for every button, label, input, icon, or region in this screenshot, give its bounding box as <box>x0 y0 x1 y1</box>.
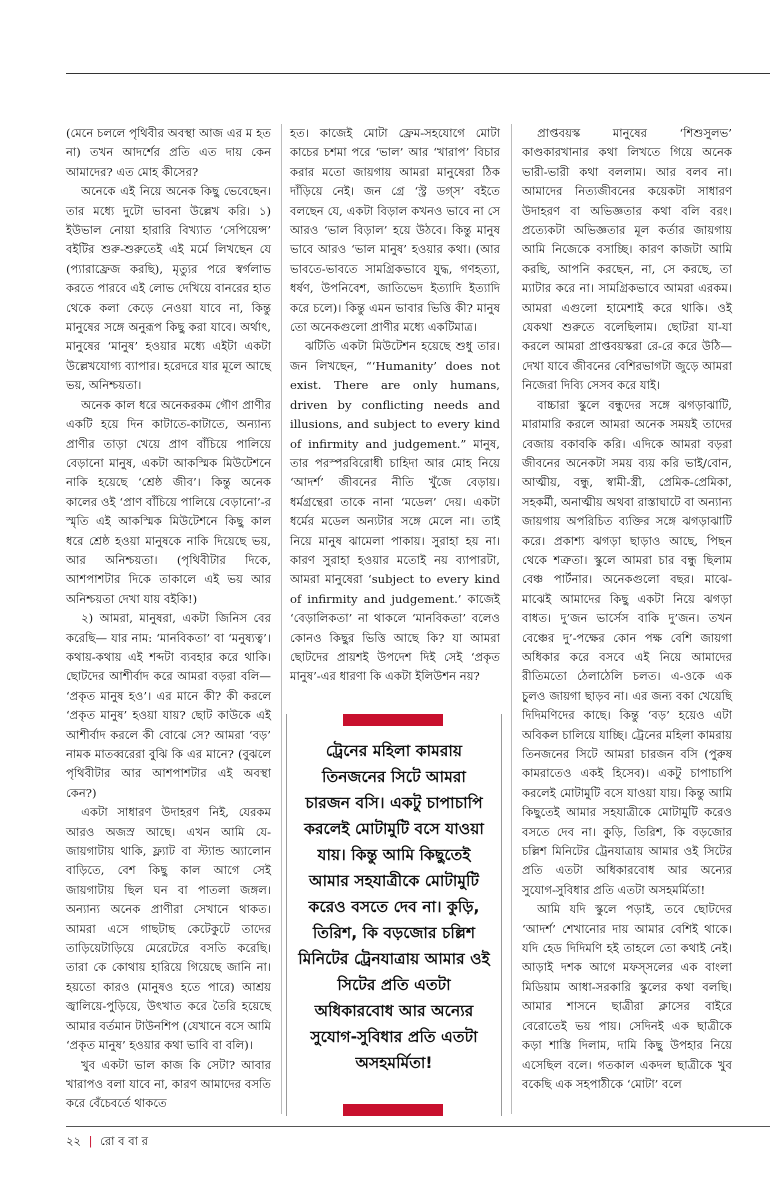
paragraph: খুব একটা ভাল কাজ কি সেটা? আবার খারাপও বলা যাবে না, কারণ আমাদের বসতি করে বেঁচেবর্তে থাকতে <box>66 1057 271 1111</box>
paragraph: ২) আমরা, মানুষরা, একটা জিনিস বের করেছি— যার নাম: ‘মানবিকতা’ বা ‘মনুষ্যত্ব’। কথায়-কথায় এই শব্দটা ব্যবহার করে থাকি। ছোটদের আশীর্বাদ করে আমরা বড়রা বলি— ‘প্রকৃত মানুষ হও’। এর মানে কী? কী করলে ‘প্রকৃত মানুষ’ হওয়া যায়? ছোট কাউকে এই আশীর্বাদ করলে কী বোঝে সে? আমরা ‘বড়’ নামক মাতব্বরেরা বুঝি কি এর মানে? (বুঝলে পৃথিবীটার আর আশপাশটার এই অবস্থা কেন?) <box>66 611 271 800</box>
paragraph: প্রাপ্তবয়স্ক মানুষের ‘শিশুসুলভ’ কাণ্ডকারখানার কথা লিখতে গিয়ে অনেক ভারী-ভারী কথা বললাম। আর বলব না। আমাদের নিত্যজীবনের কয়েকটা সাধারণ উদাহরণ বা অভিজ্ঞতার কথা বলি বরং। প্রত্যেকটা অভিজ্ঞতার মূল কর্তার জায়গায় আমি নিজেকে বসাচ্ছি। কারণ কাজটা আমি করছি, আপনি করছেন, না, সে করছে, তা ম্যাটার করে না। সামগ্রিকভাবে আমরা এরকম। আমরা এগুলো হামেশাই করে থাকি। ওই যেকথা শুরুতে বলেছিলাম। ছোটরা যা-যা করলে আমরা প্রাপ্তবয়স্করা রে-রে করে উঠি— দেখা যাবে জীবনের বেশিরভাগটা জুড়ে আমরা নিজেরা দিব্যি সেসব করে যাই। <box>522 126 732 393</box>
footer-separator: | <box>88 1134 93 1148</box>
paragraph: অনেক কাল ধরে অনেকরকম গৌণ প্রাণীর একটি হয়ে দিন কাটাতে-কাটাতে, অন্যান্য প্রাণীর তাড়া খেয়ে প্রাণ বাঁচিয়ে পালিয়ে বেড়ানো মানুষ, একটা আকস্মিক মিউটেশনে নাকি হয়েছে ‘শ্রেষ্ঠ জীব’। কিন্তু অনেক কালের ওই ‘প্রাণ বাঁচিয়ে পালিয়ে বেড়ানো’-র স্মৃতি এই আকস্মিক মিউটেশনে কিছু কাল ধরে শ্রেষ্ঠ হওয়া মানুষকে নাকি দিয়েছে ভয়, আর অনিশ্চয়তা। (পৃথিবীটার দিকে, আশপাশটার দিকে তাকালে এই ভয় আর অনিশ্চয়তা দেখা যায় বইকি!) <box>66 397 271 606</box>
paragraph: (মেনে চললে পৃথিবীর অবস্থা আজ এর ম হত না) তখন আদর্শের প্রতি এত দায় কেন আমাদের? এত মোহ কীসের? <box>66 126 271 179</box>
bottom-rule <box>66 1126 770 1127</box>
paragraph: হত। কাজেই মোটা ফ্রেম-সহযোগে মোটা কাচের চশমা পরে ‘ভাল’ আর ‘খারাপ’ বিচার করার মতো জায়গায় আমরা মানুষেরা ঠিক দাঁড়িয়ে নেই। জন গ্রে ‘স্ট্র ডগ্স’ বইতে বলছেন যে, একটা বিড়াল কখনও ভাবে না সে আরও ‘ভাল বিড়াল’ হয়ে উঠবে। কিন্তু মানুষ ভাবে আরও ‘ভাল মানুষ’ হওয়ার কথা। (আর ভাবতে-ভাবতে সামগ্রিকভাবে যুদ্ধ, গণহত্যা, ধর্ষণ, উপনিবেশ, জাতিভেদ ইত্যাদি ইত্যাদি করে চলে)। কিন্তু এমন ভাবার ভিত্তি কী? মানুষ তো অনেকগুলো প্রাণীর মধ্যে একটিমাত্র। <box>290 126 500 335</box>
paragraph: আমি যদি স্কুলে পড়াই, তবে ছোটদের ‘আদর্শ’ শেখানোর দায় আমার বেশিই থাকে। যদি হেড দিদিমণি হই তাহলে তো কথাই নেই। আড়াই দশক আগে মফস্সলের এক বাংলা মিডিয়াম আধা-সরকারি স্কুলের কথা বলছি। আমার শাসনে ছাত্রীরা ক্লাসের বাইরে বেরোতেই ভয় পায়। সেদিনই এক ছাত্রীকে কড়া শাস্তি দিলাম, দামি কিছু উপহার নিয়ে এসেছিল বলে। গতকাল একদল ছাত্রীকে খুব বকেছি এক সহপাঠীকে ‘মোটা’ বলে <box>522 902 732 1091</box>
pull-quote-bar-bottom <box>343 1104 443 1116</box>
article-column-2 <box>290 124 500 687</box>
magazine-name: রো ব বা র <box>100 1134 148 1148</box>
pull-quote: ট্রেনের মহিলা কামরায় তিনজনের সিটে আমরা চারজন বসি। একটু চাপাচাপি করলেই মোটামুটি বসে যাওয়া যায়। কিন্তু আমি কিছুতেই আমার সহযাত্রীকে মোটামুটি করেও বসতে দেব না। কুড়ি, তিরিশ, কি বড়জোর চল্লিশ মিনিটের ট্রেনযাত্রায় আমার ওই সিটের প্রতি এতটা অধিকারবোধ আর অন্যের সুযোগ-সুবিধার প্রতি এতটা অসহমর্মিতা! <box>298 742 490 1072</box>
pull-quote-box <box>286 714 502 1116</box>
column-divider <box>281 124 282 1114</box>
article-column-3 <box>522 124 732 1094</box>
pull-quote-bar-top <box>343 714 443 726</box>
column-divider <box>511 124 512 1114</box>
paragraph: একটা সাধারণ উদাহরণ নিই, যেরকম আরও অজস্র আছে। এখন আমি যে-জায়গাটায় থাকি, ফ্ল্যাট বা স্ট্যান্ড অ্যালোন বাড়িতে, বেশ কিছু কাল আগে সেই জায়গাটায় ছিল ঘন বা পাতলা জঙ্গল। অন্যান্য অনেক প্রাণীরা সেখানে থাকত। আমরা এসে গাছটাছ কেটেকুটে তাদের তাড়িয়েটাড়িয়ে মেরেটেরে বসতি করেছি। তারা কে কোথায় হারিয়ে গিয়েছে জানি না। হয়তো কারও (মানুষও হতে পারে) আশ্রয় জ্বালিয়ে-পুড়িয়ে, উৎখাত করে তৈরি হয়েছে আমার বর্তমান টাউনশিপ (যেখানে বসে আমি ‘প্রকৃত মানুষ’ হওয়ার কথা ভাবি বা বলি)। <box>66 805 271 1053</box>
paragraph: ঝটিতি একটা মিউটেশন হয়েছে শুধু তার। জন লিখছেন, “‘Humanity’ does not exist. There are only humans, driven by conflicting needs and illusions, and subject to every kind of infirmity and judgement.” মানুষ, তার পরস্পরবিরোধী চাহিদা আর মোহ নিয়ে ‘আদর্শ’ জীবনের নীতি খুঁজে বেড়ায়। ধর্মগ্রন্থেরা তাকে নানা ‘মডেল’ দেয়। একটা ধর্মের মডেল অন্যটার সঙ্গে মেলে না। তাই নিয়ে মানুষ ঝামেলা পাকায়। সুরাহা হয় না। কারণ সুরাহা হওয়ার মতোই নয় ব্যাপারটা, আমরা মানুষেরা ‘subject to every kind of infirmity and judgement.’ কাজেই ‘বেড়ালিকতা’ না থাকলে ‘মানবিকতা’ বলেও কোনও কিছুর ভিত্তি আছে কি? যা আমরা ছোটদের প্রায়শই উপদেশ দিই সেই ‘প্রকৃত মানুষ’-এর ধারণা কি একটা ইলিউশন নয়? <box>290 339 500 684</box>
article-column-1 <box>66 124 271 1114</box>
page-number: ২২ <box>66 1134 81 1148</box>
paragraph: অনেকে এই নিয়ে অনেক কিছু ভেবেছেন। তার মধ্যে দুটো ভাবনা উল্লেখ করি। ১) ইউভাল নোয়া হারারি বিখ্যাত ‘সেপিয়েন্স’ বইটির শুরু-শুরুতেই এই মর্মে লিখছেন যে (প্যারাফ্রেজ করছি), মৃত্যুর পরে স্বর্গলাভ করতে পারবে এই লোভ দেখিয়ে বানরের হাত থেকে কলা কেড়ে নেওয়া যাবে না, কিন্তু মানুষের সঙ্গে অনুরূপ কিছু করা যাবে। অর্থাৎ, মানুষের ‘মানুষ’ হওয়ার মধ্যে এইটা একটা উল্লেখযোগ্য ব্যাপার। হরেদরে যার মূলে আছে ভয়, অনিশ্চয়তা। <box>66 184 271 393</box>
paragraph: বাচ্চারা স্কুলে বন্ধুদের সঙ্গে ঝগড়াঝাটি, মারামারি করলে আমরা অনেক সময়ই তাদের বেজায় বকাবকি করি। এদিকে আমরা বড়রা জীবনের অনেকটা সময় ব্যয় করি ভাই/বোন, আত্মীয়, বন্ধু, স্বামী-স্ত্রী, প্রেমিক-প্রেমিকা, সহকর্মী, অনাত্মীয় অথবা রাস্তাঘাটে বা অন্যান্য জায়গায় অপরিচিত ব্যক্তির সঙ্গে ঝগড়াঝাটি করে। প্রকাশ্য ঝগড়া ছাড়াও আছে, পিছন থেকে শত্রুতা। স্কুলে আমরা চার বন্ধু ছিলাম বেঞ্চ পার্টনার। অনেকগুলো বছর। মাঝে-মাঝেই আমাদের কিছু একটা নিয়ে ঝগড়া বাধত। দু’জন ভার্সেস বাকি দু’জন। তখন বেঞ্চের দু’-পক্ষের কোন পক্ষ বেশি জায়গা অধিকার করে বসবে এই নিয়ে আমাদের রীতিমতো ঠেলাঠেলি চলত। এ-ওকে এক চুলও জায়গা ছাড়ব না। এর জন্য বকা খেয়েছি দিদিমণিদের কাছে। কিন্তু ‘বড়’ হয়েও এটা অবিকল চালিয়ে যাচ্ছি। ট্রেনের মহিলা কামরায় তিনজনের সিটে আমরা চারজন বসি (পুরুষ কামরাতেও একই হিসেব)। একটু চাপাচাপি করলেই মোটামুটি বসে যাওয়া যায়। কিন্তু আমি কিছুতেই আমার সহযাত্রীকে মোটামুটি করেও বসতে দেব না। কুড়ি, তিরিশ, কি বড়জোর চল্লিশ মিনিটের ট্রেনযাত্রায় আমার ওই সিটের প্রতি এতটা অধিকারবোধ আর অন্যের সুযোগ-সুবিধার প্রতি এতটা অসহমর্মিতা! <box>522 397 732 897</box>
top-rule <box>66 73 770 74</box>
page-footer <box>66 1133 148 1152</box>
